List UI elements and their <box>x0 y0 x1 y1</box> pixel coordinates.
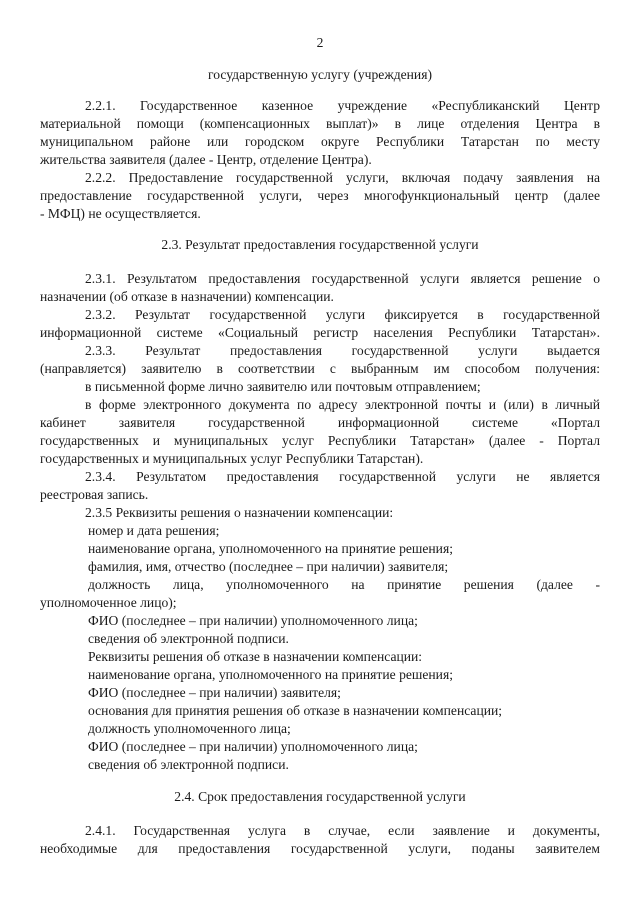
list-item: должность лица, уполномоченного на принятие решения (далее - <box>88 577 600 592</box>
section-heading-2-4: 2.4. Срок предоставления государственной услуги <box>174 789 466 804</box>
list-item: наименование органа, уполномоченного на принятие решения; <box>88 667 453 682</box>
text-line: - МФЦ) не осуществляется. <box>40 206 201 221</box>
text-line: материальной помощи (компенсационных выплат)» в лице отделения Центра в <box>40 116 600 131</box>
paragraph-2-4-1: 2.4.1. Государственная услуга в случае, если заявление и документы, <box>85 823 600 838</box>
paragraph-2-3-1: 2.3.1. Результатом предоставления государственной услуги является решение о <box>85 271 600 286</box>
list-item: ФИО (последнее – при наличии) уполномоченного лица; <box>88 739 418 754</box>
list-item: основания для принятия решения об отказе в назначении компенсации; <box>88 703 503 718</box>
list-item: номер и дата решения; <box>88 523 220 538</box>
paragraph-2-3-4: 2.3.4. Результатом предоставления государственной услуги не является <box>85 469 600 484</box>
paragraph-2-2-2: 2.2.2. Предоставление государственной услуги, включая подачу заявления на <box>85 170 600 185</box>
list-heading: Реквизиты решения об отказе в назначении компенсации: <box>88 649 423 664</box>
text-line: государственных и муниципальных услуг Республики Татарстан). <box>40 451 424 466</box>
text-line: (направляется) заявителю в соответствии с выбранным им способом получения: <box>40 361 600 376</box>
text-line: в письменной форме лично заявителю или почтовым отправлением; <box>85 379 481 394</box>
text-line: предоставление государственной услуги, через многофункциональный центр (далее <box>40 188 600 203</box>
paragraph-2-2-1: 2.2.1. Государственное казенное учреждение «Республиканский Центр <box>85 98 600 113</box>
text-line: государственных и муниципальных услуг Республики Татарстан» (далее - Портал <box>40 433 600 448</box>
text-line: жительства заявителя (далее - Центр, отделение Центра). <box>40 152 372 167</box>
list-item: сведения об электронной подписи. <box>88 631 289 646</box>
section-heading-2-3: 2.3. Результат предоставления государственной услуги <box>161 237 479 252</box>
text-line: государственную услугу (учреждения) <box>207 67 432 82</box>
list-item: сведения об электронной подписи. <box>88 757 289 772</box>
list-item: наименование органа, уполномоченного на принятие решения; <box>88 541 453 556</box>
text-line: информационной системе «Социальный регистр населения Республики Татарстан». <box>40 325 600 340</box>
text-line: необходимые для предоставления государственной услуги, поданы заявителем <box>40 841 600 856</box>
page-number: 2 <box>316 35 324 50</box>
text-line: муниципальном районе или городском округе Республики Татарстан по месту <box>40 134 600 149</box>
paragraph-2-3-2: 2.3.2. Результат государственной услуги фиксируется в государственной <box>85 307 600 322</box>
text-line: кабинет заявителя государственной информационной системе «Портал <box>40 415 600 430</box>
text-line: назначении (об отказе в назначении) компенсации. <box>40 289 334 304</box>
text-line: в форме электронного документа по адресу электронной почты и (или) в личный <box>85 397 600 412</box>
paragraph-2-3-3: 2.3.3. Результат предоставления государственной услуги выдается <box>85 343 600 358</box>
text-line: уполномоченное лицо); <box>40 595 177 610</box>
list-item: ФИО (последнее – при наличии) уполномоченного лица; <box>88 613 418 628</box>
paragraph-2-3-5: 2.3.5 Реквизиты решения о назначении компенсации: <box>85 505 394 520</box>
list-item: ФИО (последнее – при наличии) заявителя; <box>88 685 341 700</box>
text-line: реестровая запись. <box>40 487 149 502</box>
list-item: должность уполномоченного лица; <box>88 721 291 736</box>
list-item: фамилия, имя, отчество (последнее – при наличии) заявителя; <box>88 559 449 574</box>
